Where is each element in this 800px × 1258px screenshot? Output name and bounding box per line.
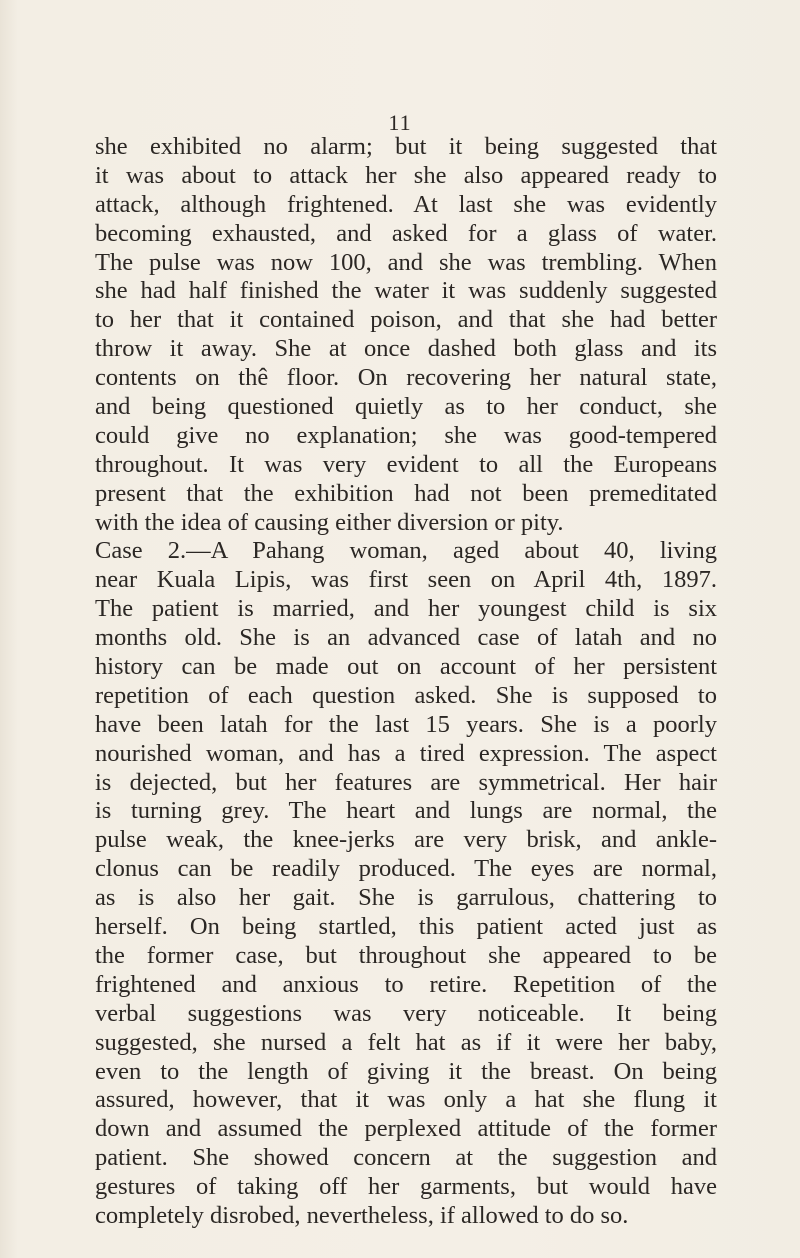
- text-line: repetition of each question asked. She is supposed to: [95, 681, 717, 709]
- case-heading-line: Case 2.—A Pahang woman, aged about 40, living: [95, 537, 717, 565]
- text-line: nourished woman, and has a tired expression. The aspect: [95, 739, 717, 767]
- text-line: The pulse was now 100, and she was trembling. When: [95, 248, 717, 276]
- text-line: the former case, but throughout she appeared to be: [95, 941, 717, 969]
- text-line: as is also her gait. She is garrulous, chattering to: [95, 884, 717, 912]
- text-line: frightened and anxious to retire. Repetition of the: [95, 970, 717, 998]
- text-line: verbal suggestions was very noticeable. It being: [95, 999, 717, 1027]
- text-line: pulse weak, the knee-jerks are very brisk, and ankle-: [95, 826, 717, 854]
- text-line: assured, however, that it was only a hat she flung it: [95, 1086, 717, 1114]
- text-line: throw it away. She at once dashed both glass and its: [95, 335, 717, 363]
- text-line: is dejected, but her features are symmetrical. Her hair: [95, 768, 717, 796]
- text-line: with the idea of causing either diversion or pity.: [95, 508, 564, 536]
- text-line: have been latah for the last 15 years. She is a poorly: [95, 710, 717, 738]
- text-line: herself. On being startled, this patient acted just as: [95, 913, 717, 941]
- text-line: The patient is married, and her youngest child is six: [95, 595, 717, 623]
- text-line: attack, although frightened. At last she was evidently: [95, 190, 717, 218]
- text-line: it was about to attack her she also appeared ready to: [95, 161, 717, 189]
- text-line: completely disrobed, nevertheless, if allowed to do so.: [95, 1201, 629, 1229]
- text-line: she had half finished the water it was suddenly suggested: [95, 277, 717, 305]
- text-line: becoming exhausted, and asked for a glass of water.: [95, 219, 717, 247]
- text-line: suggested, she nursed a felt hat as if it were her baby,: [95, 1028, 717, 1056]
- text-line: even to the length of giving it the breast. On being: [95, 1057, 717, 1085]
- text-line: contents on thê floor. On recovering her natural state,: [95, 364, 717, 392]
- text-line: present that the exhibition had not been premeditated: [95, 479, 717, 507]
- text-line: clonus can be readily produced. The eyes are normal,: [95, 855, 717, 883]
- text-line: patient. She showed concern at the suggestion and: [95, 1144, 717, 1172]
- page-number: 11: [388, 110, 412, 135]
- text-line: is turning grey. The heart and lungs are normal, the: [95, 797, 717, 825]
- text-line: throughout. It was very evident to all the Europeans: [95, 450, 717, 478]
- text-line: down and assumed the perplexed attitude of the former: [95, 1115, 717, 1143]
- text-line: months old. She is an advanced case of latah and no: [95, 624, 717, 652]
- body-text: [95, 133, 717, 1231]
- text-line: gestures of taking off her garments, but would have: [95, 1173, 717, 1201]
- text-line: could give no explanation; she was good-tempered: [95, 421, 717, 449]
- text-line: and being questioned quietly as to her conduct, she: [95, 393, 717, 421]
- text-line: to her that it contained poison, and that she had better: [95, 306, 717, 334]
- text-line: history can be made out on account of her persistent: [95, 653, 717, 681]
- text-line: near Kuala Lipis, was first seen on April 4th, 1897.: [95, 566, 717, 594]
- text-line: she exhibited no alarm; but it being suggested that: [95, 133, 717, 160]
